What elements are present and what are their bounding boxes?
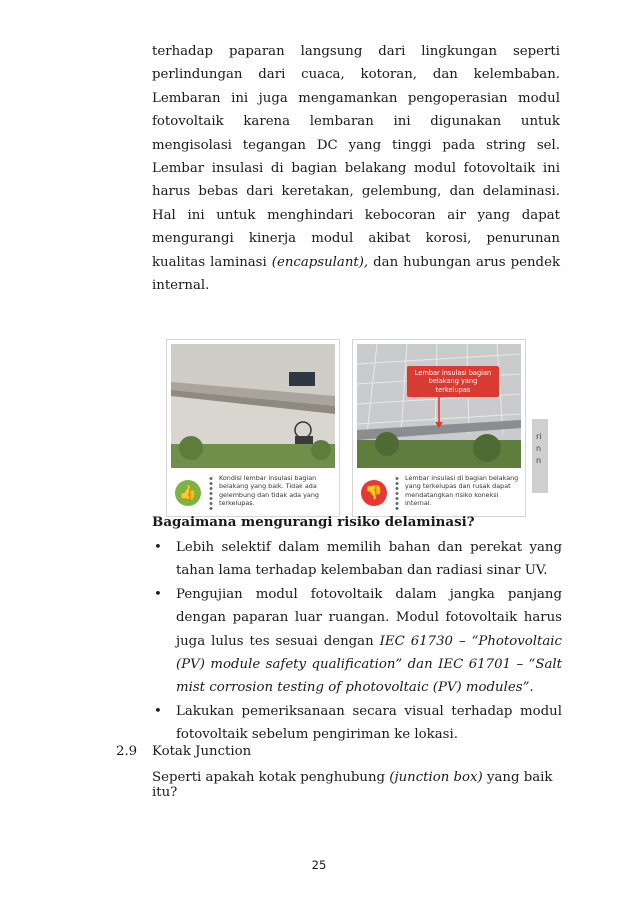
thumbs-up-icon: 👍	[175, 480, 201, 506]
page-number: 25	[311, 858, 327, 872]
list-item	[152, 536, 562, 583]
side-letter: n	[536, 456, 542, 465]
body-paragraph	[152, 40, 560, 297]
dotted-divider	[395, 476, 399, 510]
list-item	[152, 583, 562, 700]
section-text-end: yang baik itu?	[152, 770, 553, 800]
bullet-text-end: .	[529, 680, 534, 696]
side-letter: n	[536, 444, 542, 453]
bullet-italic: IEC 61730 – “Photovoltaic (PV) module safety qualification” dan IEC 61701 – “Salt mist corrosion testing of photovoltaic (PV) modules”	[176, 633, 562, 696]
cropped-side-strip	[532, 419, 548, 493]
paragraph-text-end: dan hubungan arus pendek internal.	[152, 254, 560, 294]
damaged-caption-row	[357, 472, 521, 514]
section-text: Seperti apakah kotak penghubung	[152, 770, 390, 785]
section-body	[152, 770, 572, 800]
backsheet-figure	[166, 339, 548, 519]
list-item	[152, 700, 562, 747]
bullet-text: Lakukan pemeriksanaan secara visual terhadap modul fotovoltaik sebelum pengiriman ke lokasi.	[176, 703, 562, 743]
paragraph-text: terhadap paparan langsung dari lingkungan seperti perlindungan dari cuaca, kotoran, dan kelembaban. Lembaran ini juga mengamankan pengoperasian modul fotovoltaik karena lembaran ini digunakan untuk mengisolasi tegangan DC yang tinggi pada string sel. Lembar insulasi di bagian belakang modul fotovoltaik ini harus bebas dari keretakan, gelembung, dan delaminasi. Hal ini untuk menghindari kebocoran air yang dapat mengurangi kinerja modul akibat korosi, penurunan kualitas laminasi	[152, 44, 560, 270]
good-backsheet-photo	[171, 344, 335, 468]
bullet-text: Lebih selektif dalam memilih bahan dan perekat yang tahan lama terhadap kelembaban dan radiasi sinar UV.	[176, 540, 562, 579]
bullet-icon: •	[154, 540, 162, 555]
good-caption-row	[171, 472, 335, 514]
damaged-backsheet-panel	[352, 339, 526, 517]
section-italic: (junction box)	[389, 770, 483, 785]
dotted-divider	[209, 476, 213, 510]
delamination-heading: Bagaimana mengurangi risiko delaminasi?	[152, 514, 475, 530]
good-backsheet-panel	[166, 339, 340, 517]
paragraph-italic: (encapsulant),	[271, 254, 369, 270]
damaged-backsheet-photo	[357, 344, 521, 468]
section-title: Kotak Junction	[152, 744, 252, 759]
section-number: 2.9	[116, 744, 138, 759]
damaged-caption: Lembar insulasi di bagian belakang yang terkelupas dan rusak dapat mendatangkan risiko koneksi internal.	[405, 474, 519, 508]
good-caption: Kondisi lembar insulasi bagian belakang yang baik. Tidak ada gelembung dan tidak ada yang terkelupas.	[219, 474, 319, 508]
bullet-icon: •	[154, 703, 162, 719]
mitigation-list	[152, 536, 562, 747]
side-letter: ri	[536, 432, 542, 441]
bullet-icon: •	[154, 586, 162, 602]
bullet-text: Pengujian modul fotovoltaik dalam jangka panjang dengan paparan luar ruangan. Modul fotovoltaik harus juga lulus tes sesuai dengan	[176, 586, 562, 649]
thumbs-down-icon: 👎	[361, 480, 387, 506]
peeling-callout-label: Lembar insulasi bagian belakang yang terkelupas	[407, 366, 499, 397]
